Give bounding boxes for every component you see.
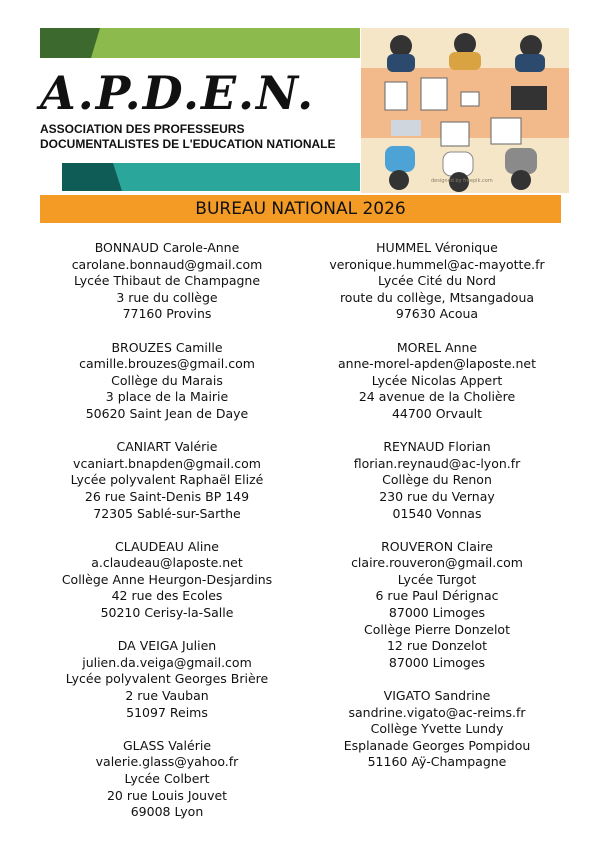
member-address-line: Lycée Nicolas Appert [371,372,503,388]
member-address-line: 50210 Cerisy-la-Salle [100,605,234,621]
member-address-line: 69008 Lyon [130,804,204,820]
member-entry [302,240,572,323]
illustration-credit: designed by freepik.com [431,178,493,184]
member-entry [32,539,302,622]
header [40,28,569,193]
member-address-line: 50620 Saint Jean de Daye [85,405,249,421]
member-address-line: 97630 Acoua [395,306,479,322]
member-address-line: Lycée polyvalent Raphaël Elizé [70,472,264,488]
member-address-line: 3 rue du collège [116,289,218,305]
dark-teal-bar [62,163,122,191]
member-address-line: 6 rue Paul Dérignac [375,588,499,604]
member-name: BONNAUD Carole-Anne [94,240,240,255]
member-address-line: 2 rue Vauban [125,688,209,704]
member-name: REYNAUD Florian [383,439,491,455]
member-email: julien.da.veiga@gmail.com [82,654,252,670]
member-name: GLASS Valérie [122,737,212,753]
member-address-line: Esplanade Georges Pompidou [343,737,531,753]
office-meeting-illustration [361,28,569,193]
member-name: BROUZES Camille [111,339,223,355]
member-entry [302,340,572,423]
dark-green-bar [40,28,100,58]
member-email: a.claudeau@laposte.net [91,555,243,571]
member-email: camille.brouzes@gmail.com [79,356,255,372]
member-address-line: Collège Yvette Lundy [370,721,504,737]
member-address-line: Collège du Marais [111,372,223,388]
member-address-line: route du collège, Mtsangadoua [339,289,535,305]
member-address-line: Collège du Renon [382,472,492,488]
member-name: DA VEIGA Julien [117,638,217,654]
member-address-line: 77160 Provins [122,306,212,322]
member-address-line: 72305 Sablé-sur-Sarthe [93,505,241,521]
meeting-illustration-svg [361,28,569,193]
member-address-line: Collège Pierre Donzelot [364,621,510,637]
member-email: claire.rouveron@gmail.com [351,555,523,571]
left-column [32,240,302,837]
member-address-line: Collège Anne Heurgon-Desjardins [61,571,273,587]
logo-text: A.P.D.E.N. [40,66,316,120]
member-address-line: Lycée Cité du Nord [378,273,496,289]
member-address-line: 24 avenue de la Cholière [358,389,516,405]
member-entry [302,539,572,672]
member-name: ROUVERON Claire [381,538,493,554]
member-entry [32,439,302,522]
member-address-line: Lycée Colbert [124,771,210,786]
member-name: VIGATO Sandrine [383,688,491,704]
member-entry [32,340,302,423]
member-name: CANIART Valérie [116,439,218,455]
member-name: HUMMEL Véronique [376,240,498,255]
member-address-line: 87000 Limoges [388,605,486,621]
member-address-line: 20 rue Louis Jouvet [106,787,228,803]
member-name: CLAUDEAU Aline [115,538,219,554]
member-address-line: 01540 Vonnas [392,505,482,521]
member-entry [302,439,572,522]
association-line-1: ASSOCIATION DES PROFESSEURS [40,122,245,136]
member-email: veronique.hummel@ac-mayotte.fr [329,256,545,272]
member-entry [32,738,302,821]
banner-title: BUREAU NATIONAL 2026 [40,195,561,223]
right-column [302,240,572,788]
member-address-line: Lycée polyvalent Georges Brière [65,671,269,687]
member-email: anne-morel-apden@laposte.net [337,356,537,372]
member-name: MOREL Anne [396,339,478,355]
member-entry [32,638,302,721]
member-address-line: 230 rue du Vernay [379,488,495,504]
member-entry [302,688,572,771]
member-entry [32,240,302,323]
member-address-line: 44700 Orvault [391,405,483,421]
member-address-line: 51097 Reims [126,704,208,720]
member-address-line: Lycée Thibaut de Champagne [73,273,261,289]
association-name [40,122,336,152]
member-email: sandrine.vigato@ac-reims.fr [348,704,526,720]
member-email: florian.reynaud@ac-lyon.fr [353,455,521,471]
member-address-line: 87000 Limoges [388,654,486,670]
member-email: vcaniart.bnapden@gmail.com [73,455,261,471]
member-address-line: 51160 Aÿ-Champagne [367,754,507,770]
member-email: carolane.bonnaud@gmail.com [71,256,263,272]
member-address-line: 26 rue Saint-Denis BP 149 [84,488,250,504]
member-address-line: 12 rue Donzelot [386,638,488,654]
member-address-line: Lycée Turgot [397,571,477,587]
member-email: valerie.glass@yahoo.fr [95,754,239,770]
association-line-2: DOCUMENTALISTES DE L'EDUCATION NATIONALE [40,137,336,151]
member-address-line: 3 place de la Mairie [105,389,229,405]
member-address-line: 42 rue des Ecoles [111,588,223,604]
